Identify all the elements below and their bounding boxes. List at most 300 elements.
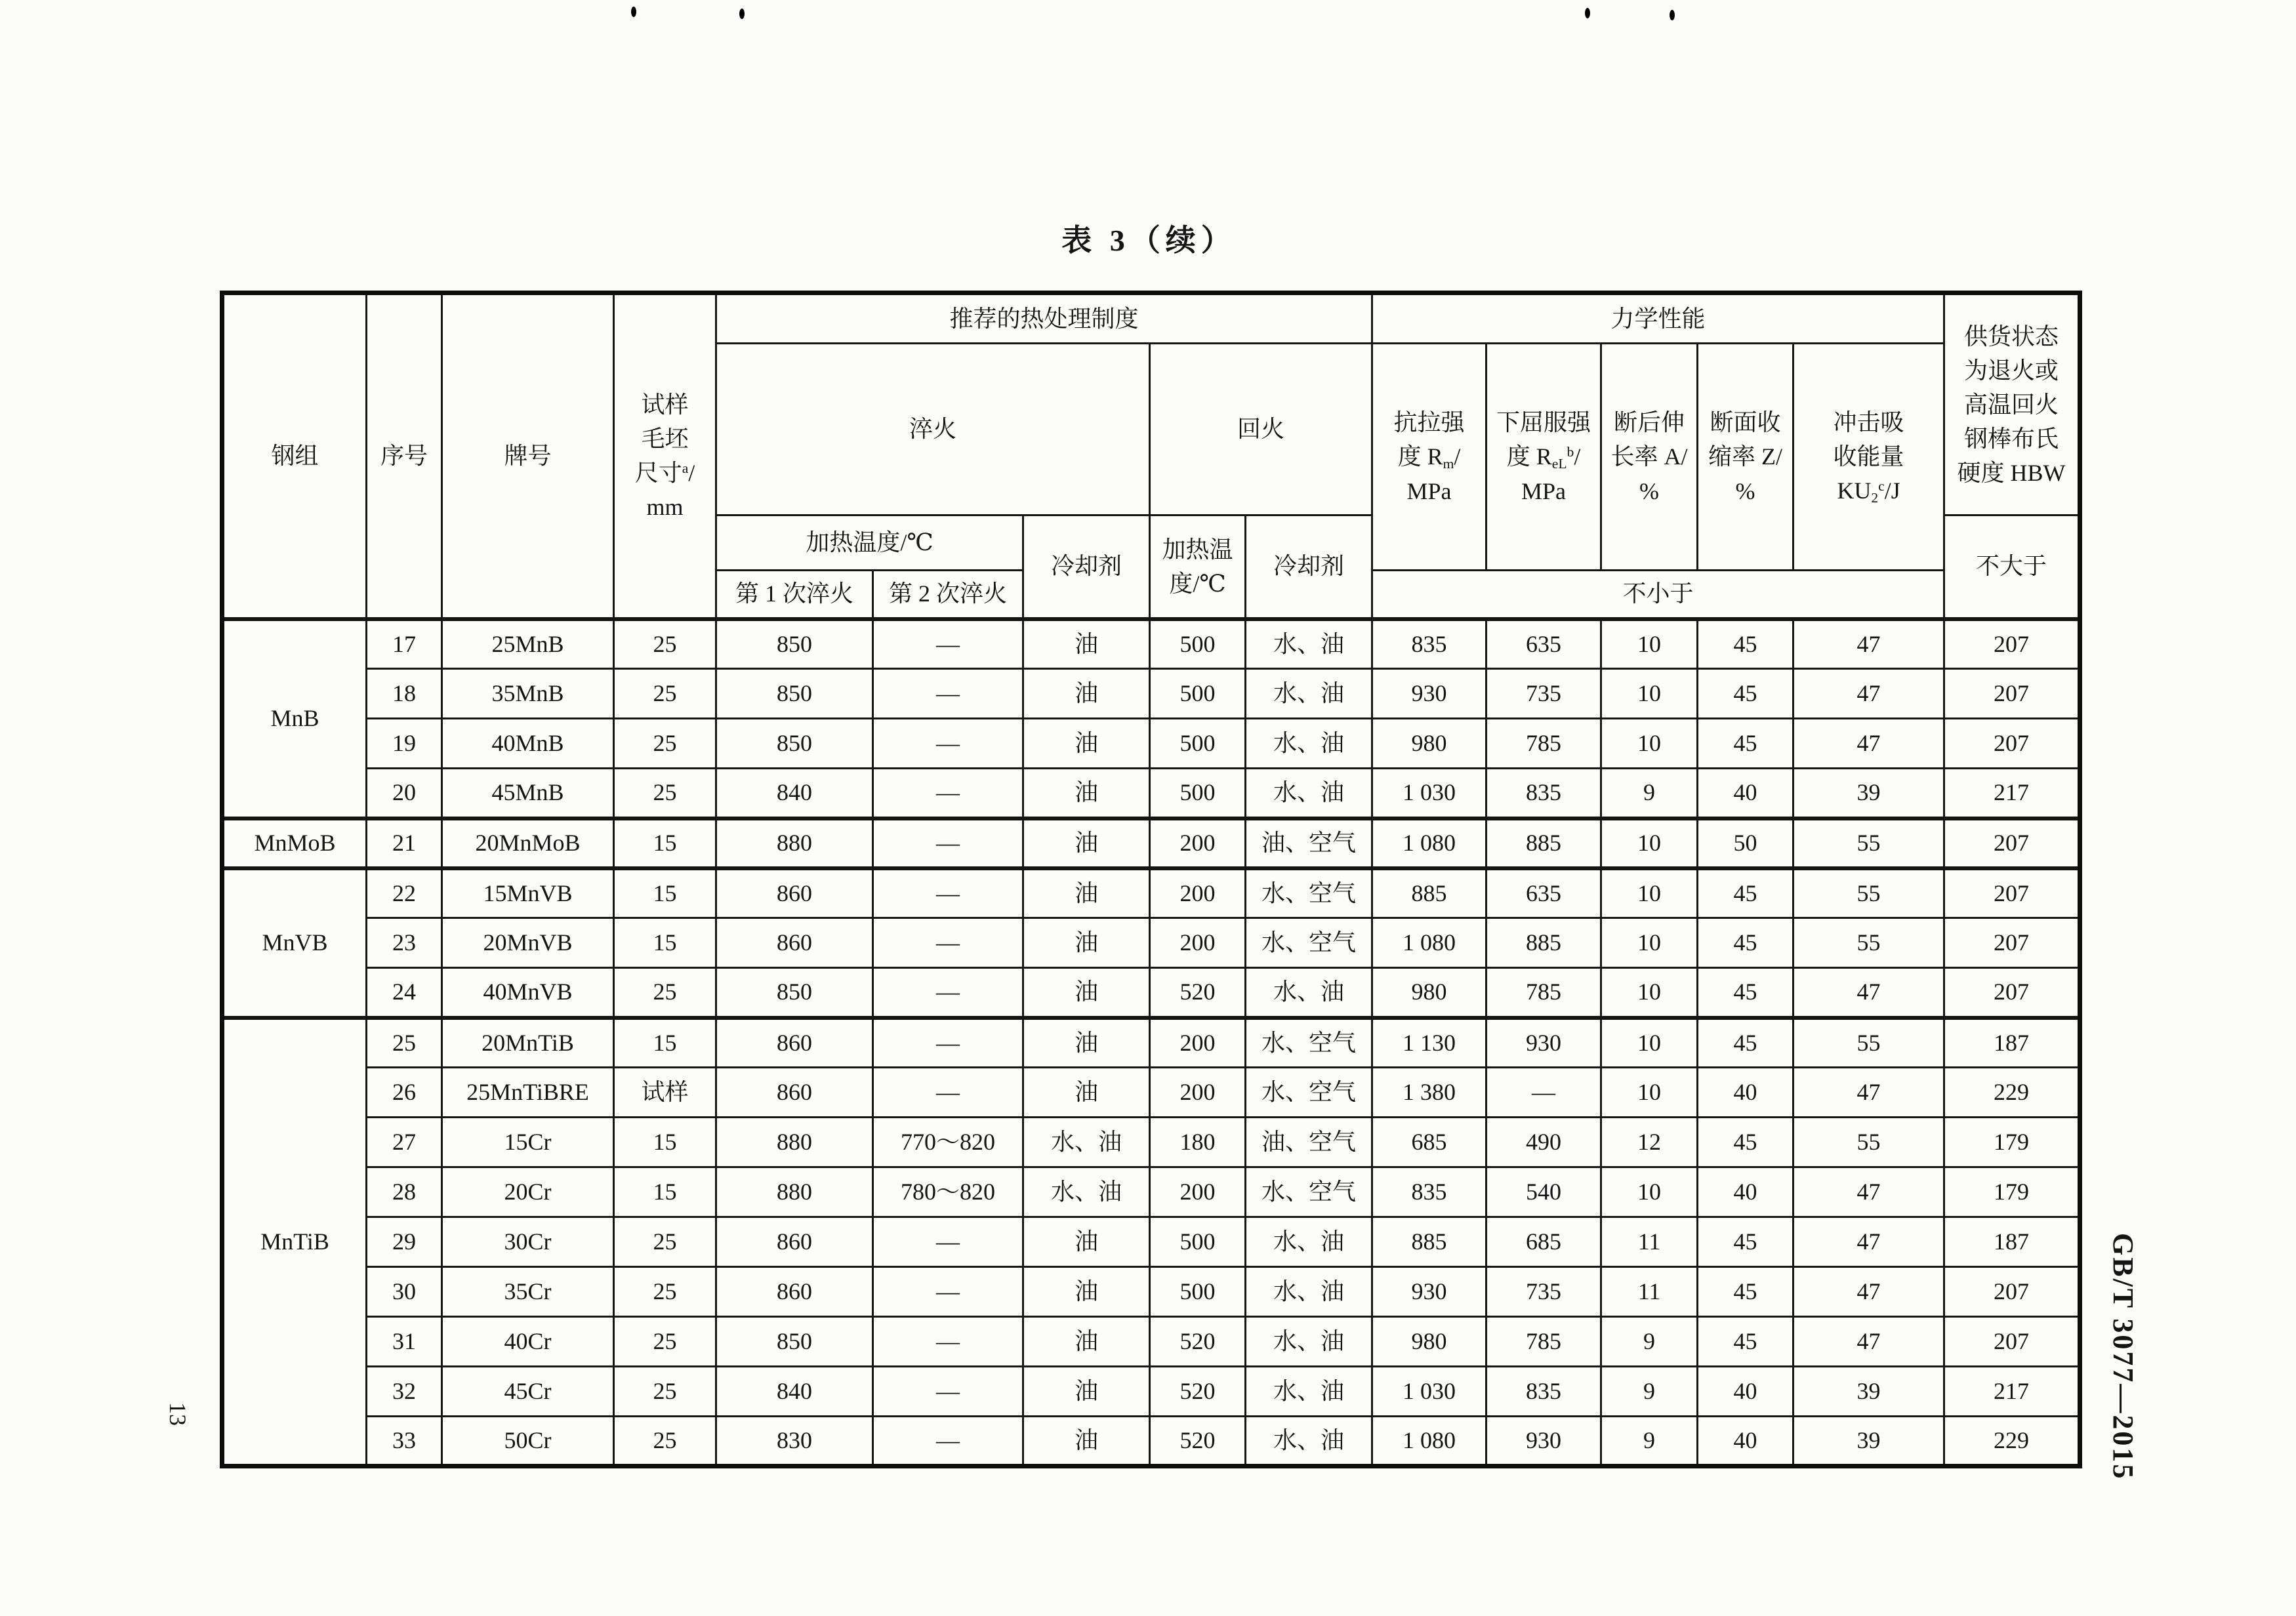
cell-tcool: 水、空气 — [1246, 1068, 1372, 1118]
cell-no: 20 — [367, 769, 442, 818]
rel-line2: 度 $R_{eL}^b/$ — [1506, 443, 1581, 472]
cell-no: 26 — [367, 1068, 442, 1118]
cell-hbw: 217 — [1944, 769, 2080, 818]
cell-ku: 47 — [1794, 1068, 1944, 1118]
cell-grade: 15Cr — [442, 1118, 614, 1167]
delivery-line1: 供货状态 — [1964, 323, 2059, 350]
cell-size: 25 — [614, 1217, 716, 1267]
cell-q2: — — [873, 1018, 1023, 1068]
cell-a: 10 — [1601, 719, 1698, 769]
impact-line2: 收能量 — [1833, 443, 1904, 470]
table-row — [222, 1267, 2080, 1317]
cell-a: 10 — [1601, 1167, 1698, 1217]
cell-no: 23 — [367, 918, 442, 968]
cell-ttemp: 200 — [1150, 818, 1246, 868]
cell-ku: 55 — [1794, 1118, 1944, 1167]
table-row — [222, 719, 2080, 769]
cell-tcool: 水、油 — [1246, 769, 1372, 818]
cell-qcool: 油 — [1023, 1267, 1150, 1317]
cell-rm: 685 — [1372, 1118, 1486, 1167]
cell-ku: 55 — [1794, 868, 1944, 918]
cell-no: 28 — [367, 1167, 442, 1217]
steel-group-cell: MnVB — [222, 868, 367, 1018]
cell-rm: 930 — [1372, 669, 1486, 719]
cell-grade: 50Cr — [442, 1417, 614, 1466]
cell-grade: 35Cr — [442, 1267, 614, 1317]
cell-hbw: 229 — [1944, 1068, 2080, 1118]
cell-z: 45 — [1698, 968, 1794, 1018]
cell-no: 25 — [367, 1018, 442, 1068]
elongation-line1: 断后伸 — [1614, 409, 1685, 436]
cell-ku: 47 — [1794, 1167, 1944, 1217]
cell-a: 10 — [1601, 1018, 1698, 1068]
cell-hbw: 207 — [1944, 669, 2080, 719]
cell-ttemp: 520 — [1150, 1317, 1246, 1367]
cell-z: 40 — [1698, 769, 1794, 818]
cell-q2: — — [873, 1267, 1023, 1317]
cell-ttemp: 200 — [1150, 868, 1246, 918]
header-not-greater-than: 不大于 — [1944, 515, 2080, 619]
cell-grade: 25MnB — [442, 619, 614, 669]
rel-line3: MPa — [1521, 478, 1567, 505]
cell-hbw: 179 — [1944, 1167, 2080, 1217]
cell-grade: 45MnB — [442, 769, 614, 818]
impact-line3: $KU_2^c/J$ — [1837, 477, 1900, 506]
cell-tcool: 水、空气 — [1246, 868, 1372, 918]
cell-tcool: 油、空气 — [1246, 818, 1372, 868]
cell-size: 15 — [614, 1018, 716, 1068]
cell-q1: 880 — [716, 1167, 873, 1217]
table-body — [222, 619, 2080, 1466]
cell-rm: 1 030 — [1372, 1367, 1486, 1417]
cell-grade: 20Cr — [442, 1167, 614, 1217]
header-second-quench: 第 2 次淬火 — [873, 571, 1023, 619]
cell-q1: 840 — [716, 769, 873, 818]
cell-q2: — — [873, 619, 1023, 669]
cell-qcool: 水、油 — [1023, 1167, 1150, 1217]
cell-grade: 40MnB — [442, 719, 614, 769]
cell-rm: 1 080 — [1372, 818, 1486, 868]
cell-qcool: 油 — [1023, 1417, 1150, 1466]
cell-no: 19 — [367, 719, 442, 769]
reduction-line1: 断面收 — [1710, 409, 1781, 436]
cell-q1: 860 — [716, 1217, 873, 1267]
cell-a: 9 — [1601, 1367, 1698, 1417]
cell-qcool: 油 — [1023, 1068, 1150, 1118]
cell-rel: 735 — [1486, 669, 1601, 719]
scan-speck — [1585, 8, 1590, 18]
cell-z: 40 — [1698, 1068, 1794, 1118]
cell-q2: — — [873, 968, 1023, 1018]
cell-rm: 885 — [1372, 1217, 1486, 1267]
cell-no: 18 — [367, 669, 442, 719]
cell-qcool: 油 — [1023, 1018, 1150, 1068]
cell-ku: 39 — [1794, 1417, 1944, 1466]
cell-ku: 47 — [1794, 968, 1944, 1018]
header-rm — [1372, 344, 1486, 571]
delivery-line3: 高温回火 — [1964, 391, 2059, 418]
cell-rel: 635 — [1486, 868, 1601, 918]
cell-q1: 850 — [716, 619, 873, 669]
cell-q2: — — [873, 1068, 1023, 1118]
cell-ku: 39 — [1794, 1367, 1944, 1417]
cell-size: 25 — [614, 619, 716, 669]
cell-size: 15 — [614, 868, 716, 918]
cell-no: 21 — [367, 818, 442, 868]
cell-a: 10 — [1601, 918, 1698, 968]
cell-grade: 25MnTiBRE — [442, 1068, 614, 1118]
cell-tcool: 水、油 — [1246, 1417, 1372, 1466]
temper-heating-line1: 加热温 — [1162, 536, 1233, 563]
cell-ku: 39 — [1794, 769, 1944, 818]
cell-q2: — — [873, 868, 1023, 918]
scan-speck — [1670, 10, 1675, 20]
cell-a: 10 — [1601, 868, 1698, 918]
cell-hbw: 207 — [1944, 1267, 2080, 1317]
cell-hbw: 207 — [1944, 619, 2080, 669]
table-row — [222, 918, 2080, 968]
cell-ttemp: 200 — [1150, 1167, 1246, 1217]
cell-tcool: 油、空气 — [1246, 1118, 1372, 1167]
header-quench-coolant: 冷却剂 — [1023, 515, 1150, 619]
cell-q1: 850 — [716, 719, 873, 769]
header-reduction — [1698, 344, 1794, 571]
cell-tcool: 水、油 — [1246, 669, 1372, 719]
cell-qcool: 油 — [1023, 769, 1150, 818]
cell-tcool: 水、空气 — [1246, 1018, 1372, 1068]
cell-no: 27 — [367, 1118, 442, 1167]
cell-ku: 47 — [1794, 1267, 1944, 1317]
steel-group-cell: MnMoB — [222, 818, 367, 868]
cell-size: 15 — [614, 918, 716, 968]
cell-a: 12 — [1601, 1118, 1698, 1167]
cell-tcool: 水、油 — [1246, 1267, 1372, 1317]
cell-rel: 835 — [1486, 769, 1601, 818]
cell-grade: 40Cr — [442, 1317, 614, 1367]
table-row — [222, 769, 2080, 818]
cell-q1: 860 — [716, 1018, 873, 1068]
cell-ku: 55 — [1794, 918, 1944, 968]
cell-no: 30 — [367, 1267, 442, 1317]
cell-hbw: 207 — [1944, 918, 2080, 968]
cell-hbw: 217 — [1944, 1367, 2080, 1417]
header-serial: 序号 — [367, 293, 442, 619]
cell-q2: 780～820 — [873, 1167, 1023, 1217]
rm-line1: 抗拉强 — [1393, 409, 1465, 435]
header-temper-heating-temp — [1150, 515, 1246, 619]
cell-a: 10 — [1601, 1068, 1698, 1118]
cell-rm: 980 — [1372, 1317, 1486, 1367]
header-specimen-size — [614, 293, 716, 619]
table-title: 表 3（续） — [1061, 224, 1237, 257]
cell-rm: 930 — [1372, 1267, 1486, 1317]
steel-properties-table — [220, 291, 2082, 1468]
cell-no: 17 — [367, 619, 442, 669]
specimen-line3: 尺寸$^a$/ — [634, 460, 695, 487]
table-row — [222, 619, 2080, 669]
cell-rm: 1 130 — [1372, 1018, 1486, 1068]
specimen-line1: 试样 — [641, 391, 689, 418]
cell-z: 45 — [1698, 1118, 1794, 1167]
cell-q1: 850 — [716, 669, 873, 719]
cell-rel: 540 — [1486, 1167, 1601, 1217]
delivery-line5: 硬度 HBW — [1957, 460, 2066, 487]
header-first-quench: 第 1 次淬火 — [716, 571, 873, 619]
cell-no: 31 — [367, 1317, 442, 1367]
table-row — [222, 1367, 2080, 1417]
cell-tcool: 水、空气 — [1246, 918, 1372, 968]
cell-ku: 47 — [1794, 669, 1944, 719]
header-quench-heating-temp: 加热温度/℃ — [716, 515, 1023, 571]
header-steel-group: 钢组 — [222, 293, 367, 619]
cell-rm: 1 080 — [1372, 918, 1486, 968]
cell-rel: 785 — [1486, 719, 1601, 769]
cell-qcool: 油 — [1023, 968, 1150, 1018]
cell-rm: 835 — [1372, 1167, 1486, 1217]
table-row — [222, 1317, 2080, 1367]
cell-q1: 850 — [716, 968, 873, 1018]
cell-q1: 880 — [716, 1118, 873, 1167]
cell-hbw: 229 — [1944, 1417, 2080, 1466]
specimen-line4: mm — [646, 494, 684, 521]
elongation-line3: % — [1639, 477, 1660, 504]
cell-tcool: 水、油 — [1246, 719, 1372, 769]
cell-z: 40 — [1698, 1367, 1794, 1417]
cell-z: 45 — [1698, 719, 1794, 769]
cell-grade: 20MnVB — [442, 918, 614, 968]
cell-rel: — — [1486, 1068, 1601, 1118]
cell-rm: 1 080 — [1372, 1417, 1486, 1466]
cell-ttemp: 180 — [1150, 1118, 1246, 1167]
cell-qcool: 油 — [1023, 918, 1150, 968]
cell-q1: 840 — [716, 1367, 873, 1417]
cell-rm: 1 380 — [1372, 1068, 1486, 1118]
cell-no: 32 — [367, 1367, 442, 1417]
cell-size: 25 — [614, 1367, 716, 1417]
header-rel — [1486, 344, 1601, 571]
cell-ku: 55 — [1794, 1018, 1944, 1068]
cell-size: 25 — [614, 719, 716, 769]
rm-line2: 度 $R_m/$ — [1397, 443, 1461, 472]
cell-q2: — — [873, 1417, 1023, 1466]
cell-rm: 835 — [1372, 619, 1486, 669]
cell-q1: 860 — [716, 918, 873, 968]
header-impact — [1794, 344, 1944, 571]
cell-rel: 635 — [1486, 619, 1601, 669]
cell-q1: 860 — [716, 1068, 873, 1118]
cell-q2: — — [873, 1317, 1023, 1367]
cell-a: 11 — [1601, 1267, 1698, 1317]
cell-z: 45 — [1698, 918, 1794, 968]
cell-size: 试样 — [614, 1068, 716, 1118]
cell-q2: — — [873, 669, 1023, 719]
cell-size: 25 — [614, 769, 716, 818]
cell-a: 10 — [1601, 818, 1698, 868]
cell-rel: 785 — [1486, 1317, 1601, 1367]
table-row — [222, 1118, 2080, 1167]
cell-z: 45 — [1698, 868, 1794, 918]
cell-no: 33 — [367, 1417, 442, 1466]
cell-tcool: 水、油 — [1246, 1367, 1372, 1417]
cell-z: 45 — [1698, 619, 1794, 669]
cell-hbw: 207 — [1944, 868, 2080, 918]
cell-size: 15 — [614, 818, 716, 868]
cell-ttemp: 500 — [1150, 619, 1246, 669]
cell-qcool: 油 — [1023, 1367, 1150, 1417]
table-row — [222, 968, 2080, 1018]
cell-ttemp: 500 — [1150, 1217, 1246, 1267]
delivery-line4: 钢棒布氏 — [1964, 426, 2059, 453]
cell-q2: — — [873, 719, 1023, 769]
cell-q1: 860 — [716, 1267, 873, 1317]
cell-hbw: 207 — [1944, 1317, 2080, 1367]
temper-heating-line2: 度/℃ — [1169, 570, 1226, 597]
cell-grade: 20MnTiB — [442, 1018, 614, 1068]
table-row — [222, 1068, 2080, 1118]
cell-size: 25 — [614, 968, 716, 1018]
reduction-line3: % — [1735, 477, 1755, 504]
cell-tcool: 水、油 — [1246, 1317, 1372, 1367]
cell-z: 40 — [1698, 1167, 1794, 1217]
cell-qcool: 油 — [1023, 719, 1150, 769]
cell-q2: — — [873, 818, 1023, 868]
table-row — [222, 669, 2080, 719]
cell-q1: 830 — [716, 1417, 873, 1466]
cell-rm: 980 — [1372, 968, 1486, 1018]
cell-z: 45 — [1698, 1267, 1794, 1317]
cell-a: 10 — [1601, 619, 1698, 669]
table-row — [222, 1217, 2080, 1267]
cell-z: 40 — [1698, 1417, 1794, 1466]
header-temper: 回火 — [1150, 344, 1372, 515]
cell-ttemp: 200 — [1150, 1018, 1246, 1068]
cell-tcool: 水、油 — [1246, 968, 1372, 1018]
cell-size: 25 — [614, 1267, 716, 1317]
cell-ttemp: 520 — [1150, 968, 1246, 1018]
header-grade: 牌号 — [442, 293, 614, 619]
cell-rel: 490 — [1486, 1118, 1601, 1167]
cell-rel: 885 — [1486, 818, 1601, 868]
cell-rel: 835 — [1486, 1367, 1601, 1417]
header-elongation — [1601, 344, 1698, 571]
cell-ku: 55 — [1794, 818, 1944, 868]
cell-grade: 35MnB — [442, 669, 614, 719]
cell-rel: 930 — [1486, 1018, 1601, 1068]
table-row — [222, 1167, 2080, 1217]
steel-group-cell: MnB — [222, 619, 367, 818]
table-row — [222, 868, 2080, 918]
cell-qcool: 油 — [1023, 1217, 1150, 1267]
header-not-less-than: 不小于 — [1372, 571, 1944, 619]
cell-a: 10 — [1601, 669, 1698, 719]
header-mechanical: 力学性能 — [1372, 293, 1944, 344]
cell-size: 25 — [614, 1417, 716, 1466]
cell-z: 45 — [1698, 1018, 1794, 1068]
cell-grade: 15MnVB — [442, 868, 614, 918]
cell-no: 22 — [367, 868, 442, 918]
cell-rel: 685 — [1486, 1217, 1601, 1267]
cell-hbw: 187 — [1944, 1018, 2080, 1068]
cell-rel: 885 — [1486, 918, 1601, 968]
standard-number: GB/T 3077—2015 — [2107, 1233, 2139, 1481]
cell-hbw: 207 — [1944, 818, 2080, 868]
cell-qcool: 油 — [1023, 868, 1150, 918]
cell-z: 45 — [1698, 1317, 1794, 1367]
cell-qcool: 油 — [1023, 669, 1150, 719]
cell-tcool: 水、油 — [1246, 1217, 1372, 1267]
cell-a: 11 — [1601, 1217, 1698, 1267]
cell-a: 10 — [1601, 968, 1698, 1018]
cell-qcool: 油 — [1023, 1317, 1150, 1367]
cell-ttemp: 520 — [1150, 1417, 1246, 1466]
specimen-line2: 毛坯 — [641, 426, 689, 453]
cell-hbw: 207 — [1944, 968, 2080, 1018]
cell-ttemp: 500 — [1150, 669, 1246, 719]
cell-a: 9 — [1601, 769, 1698, 818]
cell-ttemp: 500 — [1150, 719, 1246, 769]
cell-ttemp: 200 — [1150, 1068, 1246, 1118]
scan-speck — [739, 9, 745, 19]
rel-line1: 下屈服强 — [1496, 409, 1591, 435]
cell-ku: 47 — [1794, 619, 1944, 669]
cell-ku: 47 — [1794, 719, 1944, 769]
cell-qcool: 水、油 — [1023, 1118, 1150, 1167]
cell-size: 25 — [614, 669, 716, 719]
elongation-line2: 长率 A/ — [1610, 443, 1688, 470]
cell-size: 25 — [614, 1317, 716, 1367]
cell-hbw: 179 — [1944, 1118, 2080, 1167]
header-temper-coolant: 冷却剂 — [1246, 515, 1372, 619]
header-heat-treatment: 推荐的热处理制度 — [716, 293, 1372, 344]
cell-q2: 770～820 — [873, 1118, 1023, 1167]
cell-hbw: 207 — [1944, 719, 2080, 769]
rm-line3: MPa — [1406, 478, 1452, 505]
cell-z: 45 — [1698, 1217, 1794, 1267]
cell-z: 50 — [1698, 818, 1794, 868]
cell-rm: 980 — [1372, 719, 1486, 769]
scan-speck — [631, 7, 636, 17]
cell-grade: 30Cr — [442, 1217, 614, 1267]
steel-group-cell: MnTiB — [222, 1018, 367, 1466]
cell-rel: 930 — [1486, 1417, 1601, 1466]
table-row — [222, 1018, 2080, 1068]
header-delivery-hardness — [1944, 293, 2080, 515]
cell-q1: 850 — [716, 1317, 873, 1367]
cell-q1: 860 — [716, 868, 873, 918]
cell-q2: — — [873, 918, 1023, 968]
cell-qcool: 油 — [1023, 619, 1150, 669]
cell-hbw: 187 — [1944, 1217, 2080, 1267]
header-quench: 淬火 — [716, 344, 1150, 515]
cell-rm: 885 — [1372, 868, 1486, 918]
cell-ku: 47 — [1794, 1217, 1944, 1267]
cell-ku: 47 — [1794, 1317, 1944, 1367]
cell-ttemp: 500 — [1150, 769, 1246, 818]
page-number: 13 — [165, 1402, 191, 1426]
cell-qcool: 油 — [1023, 818, 1150, 868]
cell-grade: 40MnVB — [442, 968, 614, 1018]
table-row — [222, 1417, 2080, 1466]
delivery-line2: 为退火或 — [1964, 357, 2059, 384]
cell-tcool: 水、空气 — [1246, 1167, 1372, 1217]
table-row — [222, 818, 2080, 868]
cell-q2: — — [873, 1217, 1023, 1267]
impact-line1: 冲击吸 — [1833, 409, 1904, 435]
cell-q2: — — [873, 769, 1023, 818]
cell-no: 24 — [367, 968, 442, 1018]
cell-no: 29 — [367, 1217, 442, 1267]
cell-grade: 45Cr — [442, 1367, 614, 1417]
